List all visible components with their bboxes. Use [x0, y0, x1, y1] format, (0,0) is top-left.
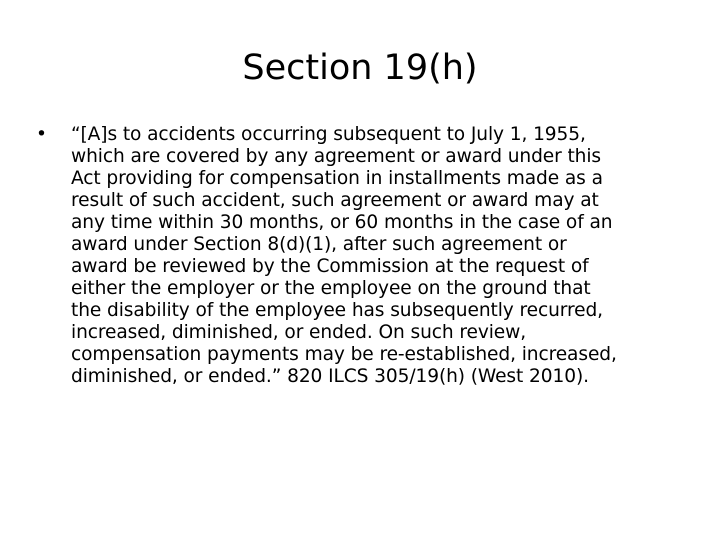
- bullet-text-line: which are covered by any agreement or award under this: [71, 146, 601, 167]
- bullet-list: [36, 124, 686, 388]
- bullet-text-line: the disability of the employee has subsequently recurred,: [71, 300, 603, 321]
- bullet-text-line: either the employer or the employee on the ground that: [71, 278, 591, 299]
- bullet-text-line: any time within 30 months, or 60 months in the case of an: [71, 212, 613, 233]
- bullet-text-line: compensation payments may be re-established, increased,: [71, 344, 617, 365]
- bullet-icon: •: [36, 124, 47, 145]
- bullet-text-line: “[A]s to accidents occurring subsequent to July 1, 1955,: [71, 124, 586, 145]
- bullet-text-line: diminished, or ended.” 820 ILCS 305/19(h) (West 2010).: [71, 366, 589, 387]
- bullet-text-line: award under Section 8(d)(1), after such agreement or: [71, 234, 567, 255]
- bullet-text-line: result of such accident, such agreement or award may at: [71, 190, 599, 211]
- bullet-item: [36, 124, 686, 388]
- bullet-text-line: Act providing for compensation in installments made as a: [71, 168, 603, 189]
- bullet-text-line: increased, diminished, or ended. On such review,: [71, 322, 527, 343]
- bullet-text-line: award be reviewed by the Commission at the request of: [71, 256, 589, 277]
- slide-title: Section 19(h): [242, 48, 478, 88]
